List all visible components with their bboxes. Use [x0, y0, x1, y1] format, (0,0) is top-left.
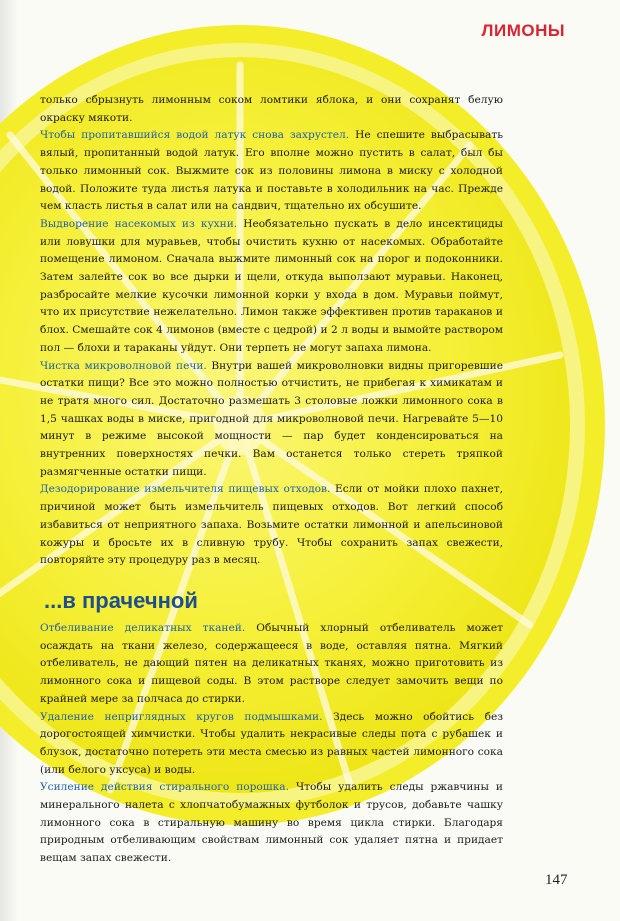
paragraph-microwave	[40, 358, 503, 482]
paragraph-apple	[40, 92, 503, 127]
paragraph-lead: Чтобы пропитавшийся водой латук снова захрустел.	[40, 129, 350, 142]
paragraph-text: Здесь можно обойтись без дорогостоящей химчистки. Чтобы удалить некрасивые следы пота с рубашек и блузок, достаточно потереть эти места смесью из равных частей лимонного сока (или белого уксуса) и воды.	[40, 710, 504, 776]
paragraph-underarm	[40, 709, 503, 780]
paragraph-lead: Чистка микроволновой печи.	[40, 359, 207, 372]
paragraph-lead: Удаление неприглядных кругов подмышками.	[40, 710, 323, 723]
paragraph-lead: Выдворение насекомых из кухни.	[40, 217, 238, 230]
paragraph-bleaching	[40, 620, 503, 709]
paragraph-text: Не спешите выбрасывать вялый, пропитанный водой латук. Его вполне можно пустить в салат, был бы только лимонный сок. Выжмите сок из половины лимона в миску с холодной водой. Положите туда листья латука и поставьте в холодильник на час. Прежде чем класть листья в салат или на сандвич, тщательно их обсушите.	[40, 129, 503, 213]
paragraph-lettuce	[40, 127, 503, 216]
paragraph-lead: Дезодорирование измельчителя пищевых отходов.	[40, 483, 331, 496]
paragraph-text: Обычный хлорный отбеливатель может осаждать на ткани железо, содержащееся в воде, оставляя пятна. Мягкий отбеливатель, не дающий пятен на деликатных тканях, можно приготовить из лимонного сока и пищевой соды. В этом растворе следует замочить вещи по крайней мере за полчаса до стирки.	[40, 621, 504, 705]
page-number: 147	[545, 872, 568, 888]
paragraph-insects	[40, 216, 503, 358]
paragraph-disposal	[40, 481, 503, 570]
paragraph-text: только сбрызнуть лимонным соком ломтики яблока, и они сохранят белую окраску мякоти.	[40, 94, 503, 124]
article-body	[40, 92, 503, 868]
paragraph-text: Внутри вашей микроволновки видны пригоревшие остатки пищи? Все это можно полностью отчистить, не прибегая к химикатам и не тратя много сил. Достаточно размешать 3 столовые ложки лимонного сока в 1,5 чашках воды в миске, пригодной для микроволновой печи. Нагревайте 5—10 минут в режиме высокой мощности — пар будет конденсироваться на внутренних поверхностях печки. Вам останется только стереть тряпкой размягченные остатки пищи.	[40, 359, 503, 478]
running-header: ЛИМОНЫ	[481, 21, 565, 40]
paragraph-detergent	[40, 779, 503, 868]
paragraph-lead: Усиление действия стирального порошка.	[40, 781, 289, 794]
paragraph-lead: Отбеливание деликатных тканей.	[40, 621, 246, 634]
paragraph-text: Если от мойки плохо пахнет, причиной может быть измельчитель пищевых отходов. Вот легкий способ избавиться от неприятного запаха. Возьмите остатки лимонной и апельсиновой кожуры и бросьте их в сливную трубу. Чтобы сохранить запах свежести, повторяйте эту процедуру раз в месяц.	[40, 483, 503, 567]
paragraph-text: Чтобы удалить следы ржавчины и минерального налета с хлопчатобумажных футболок и трусов, добавьте чашку лимонного сока в стиральную машину во время цикла стирки. Благодаря природным отбеливающим свойствам лимонный сок удаляет пятна и придает вещам запах свежести.	[40, 781, 503, 865]
section-heading-laundry: ...в прачечной	[44, 587, 198, 613]
paragraph-text: Необязательно пускать в дело инсектициды или ловушки для муравьев, чтобы очистить кухню от насекомых. Обработайте помещение лимоном. Сначала выжмите лимонный сок на порог и подоконники. Затем залейте сок во все дырки и щели, откуда выползают муравьи. Наконец, разбросайте мелкие кусочки лимонной корки у входа в дом. Муравьи поймут, что их присутствие нежелательно. Лимон также эффективен против тараканов и блох. Смешайте сок 4 лимонов (вместе с цедрой) и 2 л воды и вымойте раствором пол — блохи и тараканы уйдут. Они терпеть не могут запаха лимона.	[40, 217, 503, 354]
